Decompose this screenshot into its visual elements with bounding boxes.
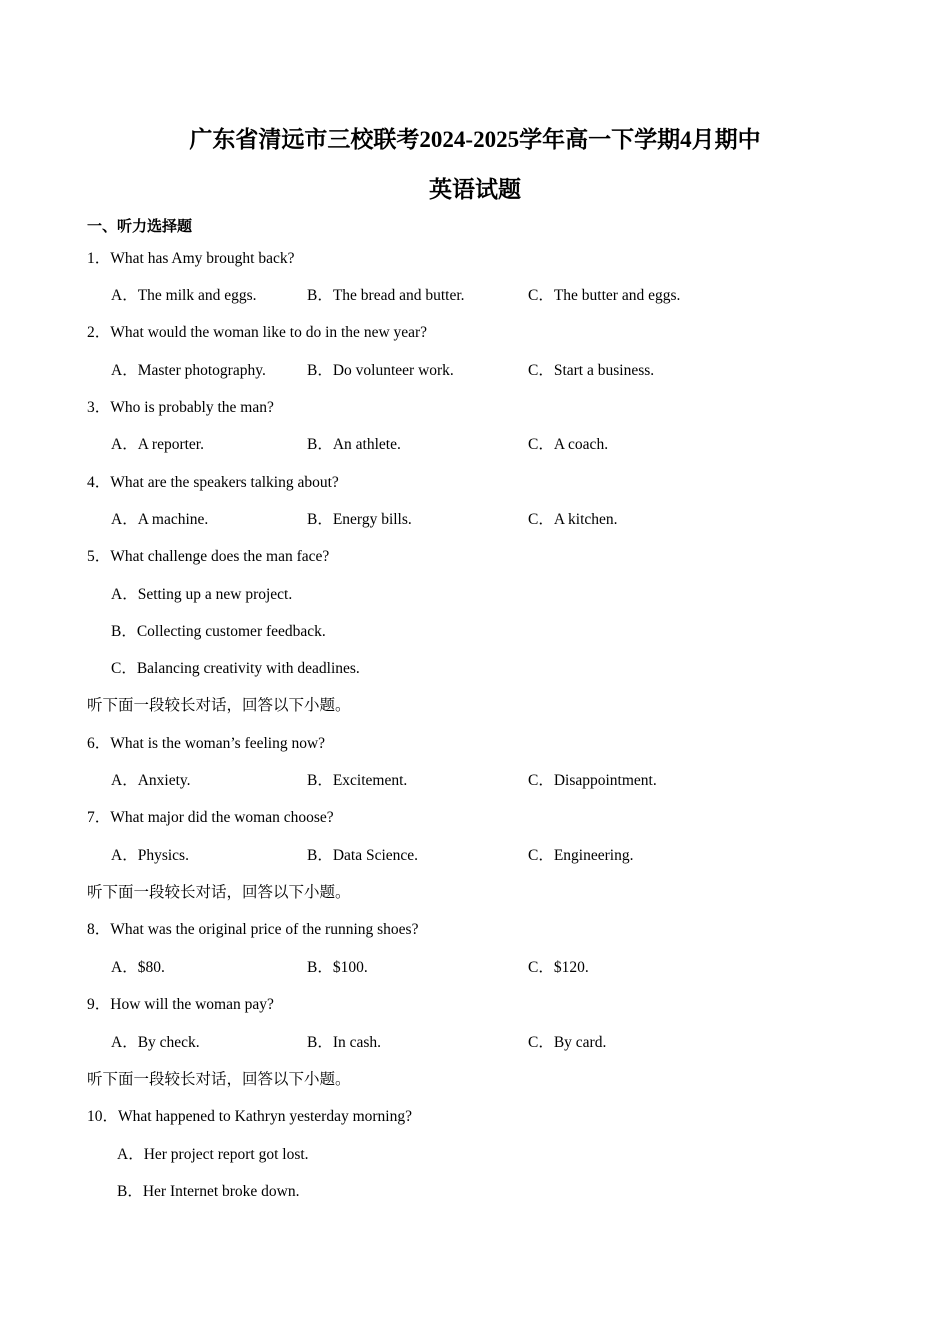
question-2: 2．What would the woman like to do in the new year? [87, 324, 428, 341]
option-2c: C．Start a business. [528, 362, 655, 379]
page-title: 广东省清远市三校联考2024-2025学年高一下学期4月期中 [189, 127, 761, 152]
option-2a: A．Master photography. [111, 362, 266, 379]
question-8: 8．What was the original price of the running shoes? [87, 921, 419, 938]
section-heading: 一、听力选择题 [87, 219, 193, 235]
question-4: 4．What are the speakers talking about? [87, 474, 339, 491]
option-4c: C．A kitchen. [528, 511, 618, 528]
question-9: 9．How will the woman pay? [87, 996, 274, 1013]
option-10b: B．Her Internet broke down. [117, 1183, 300, 1200]
question-6: 6．What is the woman’s feeling now? [87, 735, 326, 752]
option-6c: C．Disappointment. [528, 772, 657, 789]
option-9b: B．In cash. [307, 1034, 382, 1051]
option-3b: B．An athlete. [307, 436, 401, 453]
listening-note: 听下面一段较长对话，回答以下小题。 [87, 1071, 351, 1088]
question-10: 10．What happened to Kathryn yesterday morning? [87, 1108, 412, 1125]
question-3: 3．Who is probably the man? [87, 399, 274, 416]
option-10a: A．Her project report got lost. [117, 1146, 309, 1163]
option-6b: B．Excitement. [307, 772, 408, 789]
option-8a: A．$80. [111, 959, 165, 976]
option-7b: B．Data Science. [307, 847, 419, 864]
option-1b: B．The bread and butter. [307, 287, 465, 304]
option-9c: C．By card. [528, 1034, 607, 1051]
option-7a: A．Physics. [111, 847, 189, 864]
option-1a: A．The milk and eggs. [111, 287, 257, 304]
option-5c: C．Balancing creativity with deadlines. [111, 660, 360, 677]
question-7: 7．What major did the woman choose? [87, 809, 334, 826]
option-9a: A．By check. [111, 1034, 200, 1051]
option-4a: A．A machine. [111, 511, 209, 528]
option-3a: A．A reporter. [111, 436, 204, 453]
option-7c: C．Engineering. [528, 847, 634, 864]
option-8b: B．$100. [307, 959, 368, 976]
listening-note: 听下面一段较长对话，回答以下小题。 [87, 697, 351, 714]
option-6a: A．Anxiety. [111, 772, 191, 789]
listening-note: 听下面一段较长对话，回答以下小题。 [87, 884, 351, 901]
option-8c: C．$120. [528, 959, 589, 976]
question-5: 5．What challenge does the man face? [87, 548, 330, 565]
option-5b: B．Collecting customer feedback. [111, 623, 326, 640]
page-subtitle: 英语试题 [429, 177, 521, 202]
option-5a: A．Setting up a new project. [111, 586, 293, 603]
question-1: 1．What has Amy brought back? [87, 250, 295, 267]
option-2b: B．Do volunteer work. [307, 362, 454, 379]
option-1c: C．The butter and eggs. [528, 287, 681, 304]
option-4b: B．Energy bills. [307, 511, 412, 528]
option-3c: C．A coach. [528, 436, 609, 453]
